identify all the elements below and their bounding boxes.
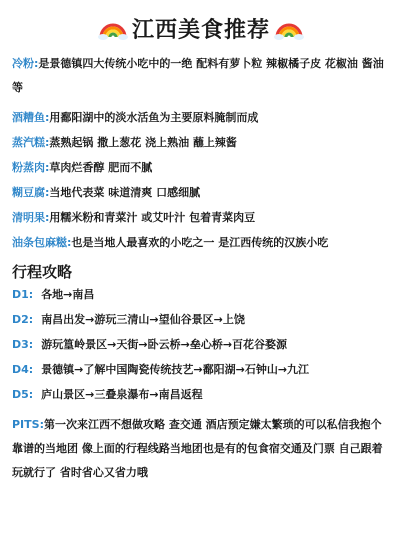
food-name: 清明果: (12, 211, 50, 224)
day-item-4 (12, 363, 390, 377)
food-item-youtiao-maci (12, 236, 390, 250)
food-desc: 蒸熟起锅 撒上葱花 浇上熟油 蘸上辣酱 (49, 136, 237, 149)
day-route: 游玩篁岭景区→天街→卧云桥→垒心桥→百花谷婺源 (41, 338, 288, 351)
food-name: 酒糟鱼: (12, 111, 50, 124)
rainbow-icon (274, 15, 304, 41)
day-label: D3: (12, 338, 34, 351)
food-desc: 用鄱阳湖中的淡水活鱼为主要原料腌制而成 (49, 111, 259, 124)
day-route: 各地→南昌 (41, 288, 95, 301)
food-name: 冷粉: (12, 57, 39, 70)
day-route: 南昌出发→游玩三清山→望仙谷景区→上饶 (41, 313, 245, 326)
food-item-qingmingguo (12, 211, 390, 225)
itinerary-heading: 行程攻略 (12, 263, 73, 281)
food-item-hudoufu (12, 186, 390, 200)
day-route: 庐山景区→三叠泉瀑布→南昌返程 (41, 388, 203, 401)
day-label: D5: (12, 388, 34, 401)
food-item-fenzhengrou (12, 161, 390, 175)
food-item-zhengqigao (12, 136, 390, 150)
food-item-jiuzaoyu (12, 111, 390, 125)
day-label: D2: (12, 313, 34, 326)
food-name: 糊豆腐: (12, 186, 50, 199)
food-desc: 草肉烂香醇 肥而不腻 (49, 161, 153, 174)
food-desc: 用糯米粉和青菜汁 或艾叶汁 包着青菜肉豆 (49, 211, 256, 224)
day-item-1 (12, 288, 390, 302)
food-desc: 是景德镇四大传统小吃中的一绝 配料有萝卜粒 辣椒橘子皮 花椒油 酱油等 (12, 57, 384, 94)
food-item-lengfen (12, 52, 390, 100)
day-item-5 (12, 388, 390, 402)
tips-label: PITS: (12, 418, 44, 431)
day-label: D4: (12, 363, 34, 376)
food-name: 粉蒸肉: (12, 161, 50, 174)
rainbow-icon (98, 15, 128, 41)
tips-paragraph (12, 413, 390, 485)
food-desc: 也是当地人最喜欢的小吃之一 是江西传统的汉族小吃 (71, 236, 329, 249)
page-title: 江西美食推荐 (131, 17, 270, 43)
food-desc: 当地代表菜 味道清爽 口感细腻 (49, 186, 201, 199)
food-name: 蒸汽糕: (12, 136, 50, 149)
page-title-row (12, 8, 390, 48)
day-item-3 (12, 338, 390, 352)
day-item-2 (12, 313, 390, 327)
tips-text: 第一次来江西不想做攻略 查交通 酒店预定嫌太繁琐的可以私信我抱个靠谱的当地团 像上面的行程线路当地团也是有的包食宿交通及门票 自己跟着玩就行了 省时省心又省力哦 (12, 418, 383, 479)
food-name: 油条包麻糍: (12, 236, 72, 249)
day-route: 景德镇→了解中国陶瓷传统技艺→鄱阳湖→石钟山→九江 (41, 363, 310, 376)
day-label: D1: (12, 288, 34, 301)
